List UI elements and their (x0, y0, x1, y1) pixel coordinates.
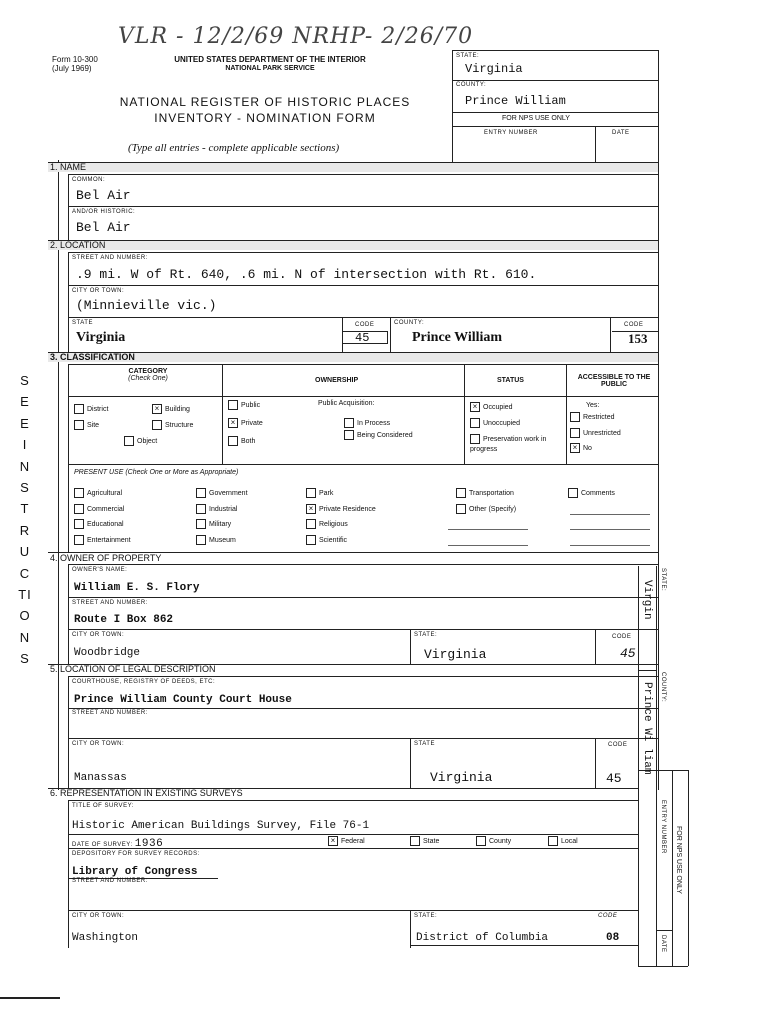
accessible-unrestricted[interactable]: Unrestricted (570, 428, 621, 438)
section-3-header (50, 352, 135, 362)
check-one-label: (Check One) (128, 375, 168, 382)
acquisition-being-considered[interactable]: Being Considered (344, 430, 413, 440)
owner-name-value: William E. S. Flory (74, 582, 200, 594)
location-code-label: CODE (355, 322, 375, 328)
service-name: NATIONAL PARK SERVICE (225, 65, 315, 72)
category-district[interactable]: District (74, 404, 108, 414)
category-structure[interactable]: Structure (152, 420, 193, 430)
common-name-label: COMMON: (72, 177, 106, 183)
owner-city-label: CITY OR TOWN: (72, 632, 125, 638)
status-occupied[interactable]: × Occupied (470, 402, 513, 412)
use-transportation[interactable]: Transportation (456, 488, 514, 498)
owner-street-value: Route I Box 862 (74, 614, 174, 626)
section-6-header (50, 788, 243, 798)
location-state-value: Virginia (76, 330, 126, 345)
accessible-no[interactable]: × No (570, 443, 592, 453)
see-instructions-text: SEE INSTRUCTIONS (18, 373, 32, 667)
owner-street-label: STREET AND NUMBER: (72, 600, 148, 606)
depository-state-label: STATE: (414, 913, 438, 919)
survey-title-value: Historic American Buildings Survey, File 76-1 (72, 820, 370, 832)
legal-code-value: 45 (606, 771, 622, 786)
legal-city-value: Manassas (74, 772, 127, 784)
ownership-private[interactable]: × Private (228, 418, 263, 428)
bottom-rule (0, 997, 60, 999)
survey-county[interactable]: County (476, 836, 511, 846)
use-scientific[interactable]: Scientific (306, 535, 347, 545)
use-park[interactable]: Park (306, 488, 333, 498)
section-1-header (50, 162, 86, 172)
category-building[interactable]: × Building (152, 404, 190, 414)
section-2-title: LOCATION (60, 240, 106, 250)
owner-city-value: Woodbridge (74, 647, 141, 659)
legal-state-value: Virginia (430, 770, 493, 785)
survey-federal[interactable]: × Federal (328, 836, 365, 846)
depository-city-value: Washington (72, 932, 139, 944)
historic-name-label: AND/OR HISTORIC: (72, 209, 136, 215)
status-heading: STATUS (497, 377, 524, 384)
section-5-number: 5. (50, 664, 58, 674)
status-unoccupied[interactable]: Unoccupied (470, 418, 520, 428)
depository-label: DEPOSITORY FOR SURVEY RECORDS: (72, 851, 200, 857)
common-name-value: Bel Air (76, 188, 131, 203)
present-use-heading: PRESENT USE (Check One or More as Appropriate) (74, 469, 239, 476)
legal-city-label: CITY OR TOWN: (72, 741, 125, 747)
section-3-number: 3. (50, 352, 58, 362)
section-3-band (48, 352, 658, 362)
use-entertainment[interactable]: Entertainment (74, 535, 131, 545)
use-industrial[interactable]: Industrial (196, 504, 237, 514)
owner-code-label: CODE (612, 634, 632, 640)
location-county-label: COUNTY: (394, 320, 425, 326)
location-state-label: STATE (72, 320, 93, 326)
courthouse-value: Prince William County Court House (74, 694, 292, 706)
location-city-value: (Minnieville vic.) (76, 298, 217, 313)
use-museum[interactable]: Museum (196, 535, 236, 545)
topbox-date: DATE (612, 130, 630, 136)
topbox-county-label: COUNTY: (456, 82, 487, 88)
owner-code-value: 45 (620, 646, 636, 661)
section-4-title: OWNER OF PROPERTY (60, 553, 162, 563)
status-preservation[interactable]: Preservation work in progress (470, 435, 547, 453)
ownership-both[interactable]: Both (228, 436, 255, 446)
form-number (52, 55, 98, 73)
ownership-heading: OWNERSHIP (315, 377, 359, 384)
depository-state-value: District of Columbia (416, 932, 549, 944)
survey-date-value: 1936 (134, 838, 164, 850)
use-agricultural[interactable]: Agricultural (74, 488, 122, 498)
section-1-band (48, 162, 658, 172)
depository-value: Library of Congress (72, 866, 198, 878)
accessible-restricted[interactable]: Restricted (570, 412, 615, 422)
location-county-code-value: 153 (612, 331, 658, 344)
survey-local[interactable]: Local (548, 836, 578, 846)
location-street-label: STREET AND NUMBER: (72, 255, 148, 261)
location-street-value: .9 mi. W of Rt. 640, .6 mi. N of intersection with Rt. 610. (76, 267, 537, 282)
side-nps-use: FOR NPS USE ONLY (675, 826, 682, 894)
side-entry-number: ENTRY NUMBER (660, 800, 666, 854)
legal-code-label: CODE (608, 742, 628, 748)
category-site[interactable]: Site (74, 420, 99, 430)
section-1-title: NAME (60, 162, 87, 172)
owner-name-label: OWNER'S NAME: (72, 567, 128, 573)
form-title-line2: INVENTORY - NOMINATION FORM (154, 111, 376, 125)
topbox-nps-use: FOR NPS USE ONLY (502, 115, 570, 122)
legal-state-label: STATE (414, 741, 435, 747)
section-1-number: 1. (50, 162, 58, 172)
category-label: CATEGORY (128, 368, 168, 375)
owner-state-label: STATE: (414, 632, 438, 638)
accessible-yes-label: Yes: (586, 402, 600, 409)
ownership-public[interactable]: Public (228, 400, 260, 410)
location-county-code-label: CODE (624, 322, 644, 328)
topbox-entry-number: ENTRY NUMBER (484, 130, 538, 136)
location-city-label: CITY OR TOWN: (72, 288, 125, 294)
handwritten-annotation: VLR - 12/2/69 NRHP- 2/26/70 (118, 24, 474, 49)
depository-city-label: CITY OR TOWN: (72, 913, 125, 919)
use-educational[interactable]: Educational (74, 519, 124, 529)
side-date: DATE (660, 935, 666, 953)
instructions-text: (Type all entries - complete applicable sections) (128, 142, 340, 154)
location-county-value: Prince William (412, 330, 503, 345)
form-id: Form 10-300 (52, 55, 98, 64)
side-county-value: Prince Wi liam (641, 682, 653, 775)
form-date: (July 1969) (52, 64, 92, 73)
category-heading (118, 368, 178, 382)
department-name: UNITED STATES DEPARTMENT OF THE INTERIOR (174, 55, 366, 64)
form-title (100, 94, 430, 126)
side-state-value: Virgin (641, 580, 653, 620)
side-county-label: COUNTY: (660, 672, 666, 703)
depository-code-value: 08 (606, 932, 620, 944)
topbox-state-label: STATE: (456, 53, 480, 59)
depository-street-label: STREET AND NUMBER: (72, 878, 148, 884)
owner-state-value: Virginia (424, 647, 487, 662)
use-commercial[interactable]: Commercial (74, 504, 124, 514)
use-other[interactable]: Other (Specify) (456, 504, 516, 514)
use-private-residence[interactable]: × Private Residence (306, 504, 376, 514)
side-state-label: STATE: (660, 568, 666, 592)
category-object[interactable]: Object (124, 436, 157, 446)
survey-state[interactable]: State (410, 836, 439, 846)
section-2-number: 2. (50, 240, 58, 250)
depository-code-label: CODE (598, 913, 618, 919)
use-military[interactable]: Military (196, 519, 231, 529)
survey-title-label: TITLE OF SURVEY: (72, 803, 134, 809)
topbox-state-value: Virginia (465, 62, 523, 76)
use-government[interactable]: Government (196, 488, 248, 498)
section-5-title: LOCATION OF LEGAL DESCRIPTION (60, 664, 216, 674)
section-3-title: CLASSIFICATION (60, 352, 135, 362)
form-title-line1: NATIONAL REGISTER OF HISTORIC PLACES (119, 95, 411, 109)
public-acquisition-label: Public Acquisition: (318, 400, 375, 407)
section-2-band (48, 240, 658, 250)
use-comments[interactable]: Comments (568, 488, 615, 498)
section-5-header (50, 664, 216, 674)
accessible-heading: ACCESSIBLE TO THE PUBLIC (577, 374, 651, 388)
historic-name-value: Bel Air (76, 220, 131, 235)
topbox-county-value: Prince William (465, 94, 566, 108)
survey-date-label: DATE OF SURVEY: (72, 842, 133, 848)
section-2-header (50, 240, 105, 250)
section-6-title: REPRESENTATION IN EXISTING SURVEYS (60, 788, 243, 798)
acquisition-in-process[interactable]: In Process (344, 418, 390, 428)
use-religious[interactable]: Religious (306, 519, 348, 529)
section-4-header (50, 553, 161, 563)
agency-header (140, 55, 400, 73)
legal-street-label: STREET AND NUMBER: (72, 710, 148, 716)
section-4-number: 4. (50, 553, 58, 563)
courthouse-label: COURTHOUSE, REGISTRY OF DEEDS, ETC: (72, 679, 216, 685)
location-code-value: 45 (342, 331, 388, 344)
section-6-number: 6. (50, 788, 58, 798)
